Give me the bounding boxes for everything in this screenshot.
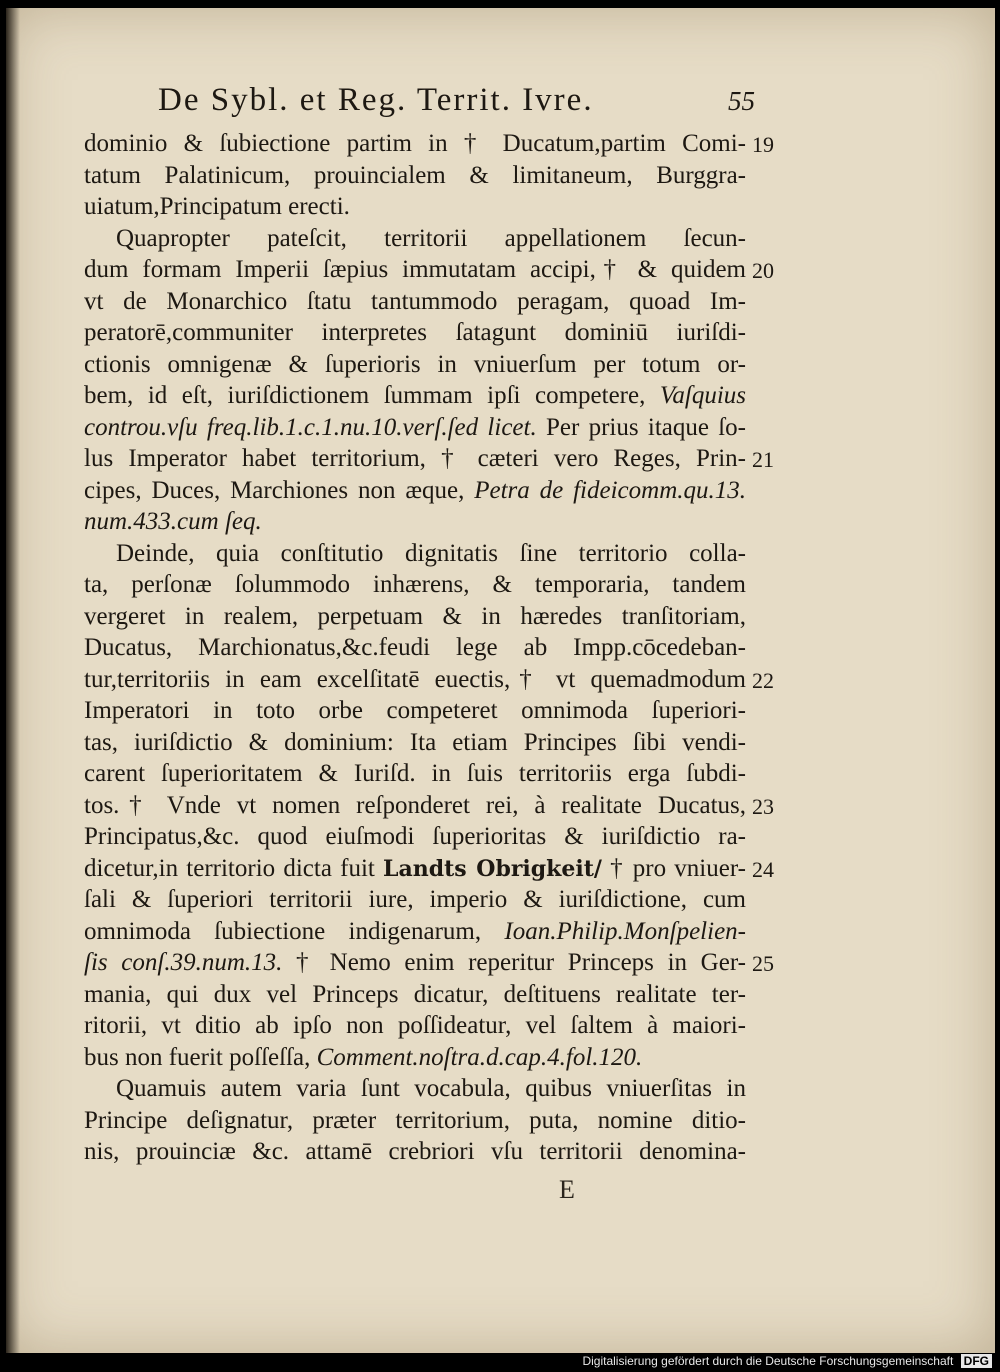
text-line: peratorē,communiter interpretes ſatagunt dominiū iuriſdi- <box>84 319 746 346</box>
text-line: Principe deſignatur, præter territorium, puta, nomine ditio- <box>84 1106 746 1134</box>
margin-number: 23 <box>752 793 774 819</box>
footer-text: Digitalisierung gefördert durch die Deutsche Forschungsgemeinschaft <box>582 1354 954 1368</box>
text-line: carent ſuperioritatem & Iuriſd. in ſuis territoriis erga ſubdi- <box>84 760 746 787</box>
footer-credit <box>582 1354 992 1368</box>
page-number: 55 <box>728 86 755 116</box>
text-line: cipes, Duces, Marchiones non æque, Petra de fideicomm.qu.13. <box>84 476 746 504</box>
text-line: ctionis omnigenæ & ſuperioris in vniuerſum per totum or- <box>84 350 746 378</box>
text-line: ſis conſ.39.num.13. † Nemo enim reperitur Princeps in Ger- <box>84 949 746 976</box>
text-line: omnimoda ſubiectione indigenarum, Ioan.Philip.Monſpelien- <box>84 917 746 945</box>
text-line: vergeret in realem, perpetuam & in hæredes tranſitoriam, <box>84 602 746 630</box>
text-line: nis, prouinciæ &c. attamē crebriori vſu territorii denomina- <box>84 1138 746 1165</box>
margin-number: 20 <box>752 258 774 283</box>
margin-number: 22 <box>752 667 774 693</box>
text-line: ta, perſonæ ſolummodo inhærens, & temporaria, tandem <box>84 571 746 598</box>
text-line: lus Imperator habet territorium, † cæteri vero Reges, Prin- <box>84 445 746 472</box>
text-line: Imperatori in toto orbe competeret omnimoda ſuperiori- <box>84 697 746 724</box>
text-line: controu.vſu freq.lib.1.c.1.nu.10.verſ.ſed licet. Per prius itaque ſo- <box>84 413 746 441</box>
text-line: Principatus,&c. quod eiuſmodi ſuperioritas & iuriſdictio ra- <box>84 823 746 850</box>
text-line: Quapropter pateſcit, territorii appellationem ſecun- <box>116 224 746 252</box>
text-line: Quamuis autem varia ſunt vocabula, quibus vniuerſitas in <box>116 1075 746 1102</box>
text-line: bem, id eſt, iuriſdictionem ſummam ipſi competere, Vaſquius <box>84 382 746 409</box>
text-line: Ducatus, Marchionatus,&c.feudi lege ab Impp.cōcedeban- <box>84 634 746 661</box>
margin-number: 21 <box>752 447 774 472</box>
body-text <box>84 128 746 1168</box>
margin-number: 19 <box>752 132 774 157</box>
signature-mark: E <box>559 1175 575 1204</box>
text-line: tas, iuriſdictio & dominium: Ita etiam Principes ſibi vendi- <box>84 728 746 756</box>
running-head: De Sybl. et Reg. Territ. Ivre. <box>158 82 594 118</box>
text-line: vt de Monarchico ſtatu tantummodo peragam, quoad Im- <box>84 287 746 315</box>
text-line: ſali & ſuperiori territorii iure, imperio & iuriſdictione, cum <box>84 886 746 913</box>
text-line: tos.† Vnde vt nomen reſponderet rei, à realitate Ducatus, <box>84 791 746 819</box>
text-line: dum formam Imperii ſæpius immutatam accipi,† & quidem <box>84 256 746 283</box>
text-line: uiatum,Principatum erecti. <box>84 193 350 220</box>
margin-number: 25 <box>752 951 774 976</box>
text-line: num.433.cum ſeq. <box>84 508 262 535</box>
text-line: ritorii, vt ditio ab ipſo non poſſideatur, vel ſaltem à maiori- <box>84 1012 746 1039</box>
text-line: dicetur,in territorio dicta fuit Landts Obrigkeit/ † pro vniuer- <box>84 854 746 882</box>
text-line: bus non fuerit poſſeſſa, Comment.noſtra.d.cap.4.fol.120. <box>84 1043 643 1071</box>
text-line: Deinde, quia conſtitutio dignitatis ſine territorio colla- <box>116 539 746 567</box>
text-line: dominio & ſubiectione partim in † Ducatum,partim Comi- <box>84 130 746 157</box>
dfg-logo: DFG <box>961 1354 992 1368</box>
margin-number: 24 <box>752 856 774 882</box>
text-line: mania, qui dux vel Princeps dicatur, deſtituens realitate ter- <box>84 980 746 1008</box>
text-line: tatum Palatinicum, prouincialem & limitaneum, Burggra- <box>84 161 746 189</box>
text-line: tur,territoriis in eam excelſitatē euectis,† vt quemadmodum <box>84 665 746 693</box>
